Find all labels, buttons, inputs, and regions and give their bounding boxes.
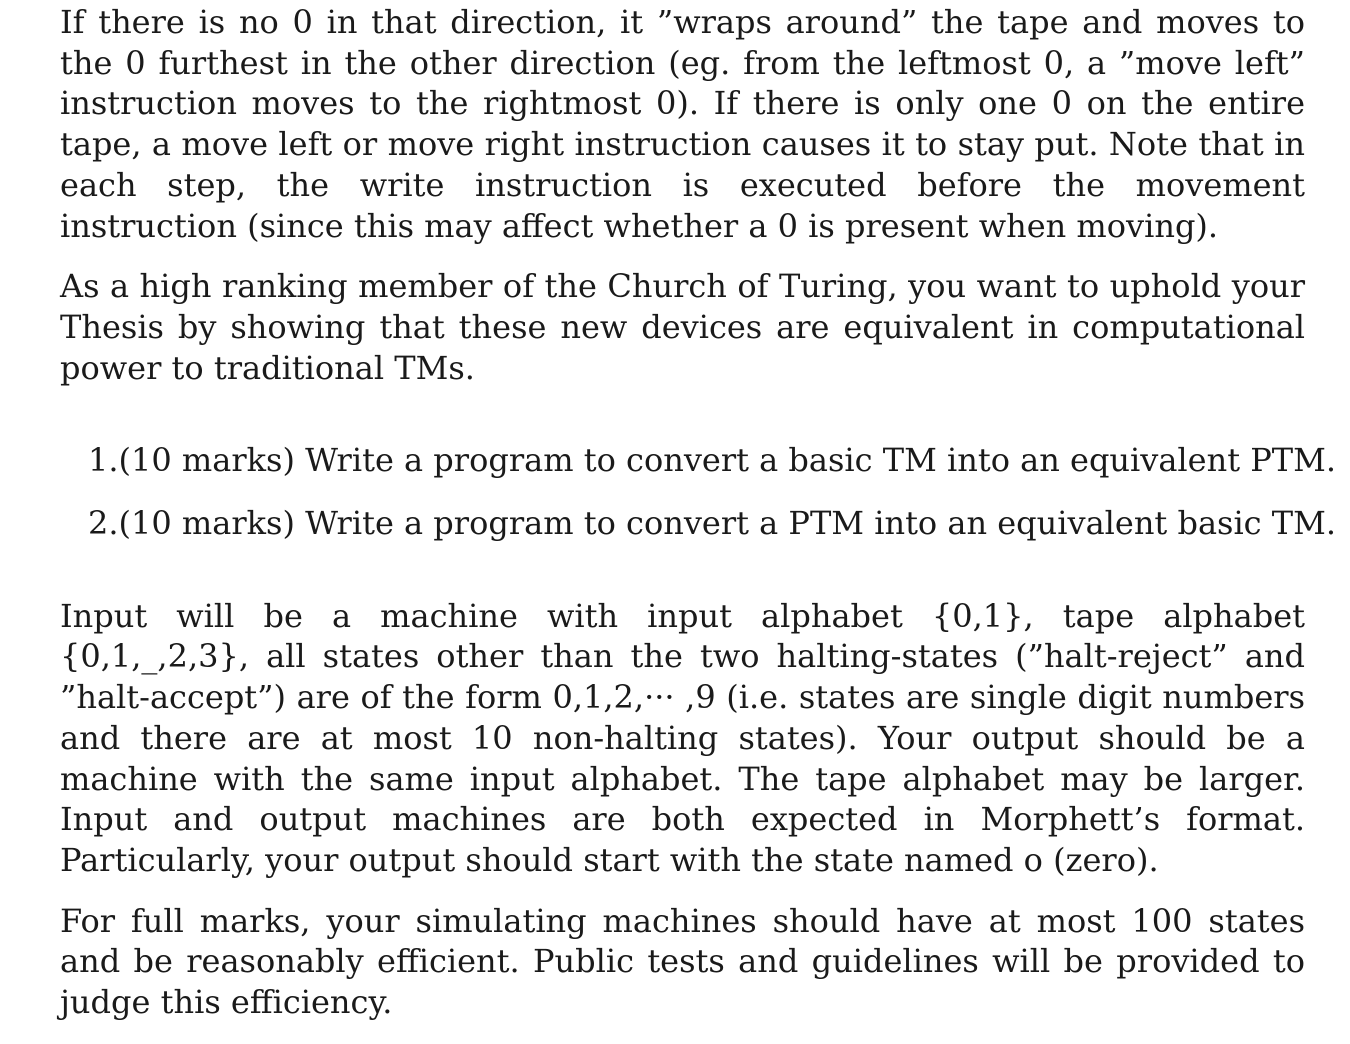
task-item-2	[60, 503, 1337, 544]
paragraph-wrap-around: If there is no 0 in that direction, it ”wraps around” the tape and moves to the 0 furthest in the other direction (eg. from the leftmost 0, a ”move left” instruction moves to the rightmost 0). If there is only one 0 on the entire tape, a move left or move right instruction causes it to stay put. Note that in each step, the write instruction is executed before the movement instruction (since this may affect whether a 0 is present when moving).	[60, 3, 1305, 245]
task-text: (10 marks) Write a program to convert a basic TM into an equivalent PTM.	[118, 441, 1337, 480]
task-number: 2.	[88, 504, 119, 543]
document-page	[60, 2, 1337, 1023]
task-text: (10 marks) Write a program to convert a PTM into an equivalent basic TM.	[118, 504, 1337, 543]
task-list	[60, 440, 1337, 543]
task-item-1	[60, 440, 1337, 481]
section-spacer	[60, 388, 1305, 440]
paragraph-church-of-turing: As a high ranking member of the Church of Turing, you want to uphold your Thesis by showing that these new devices are equivalent in computational power to traditional TMs.	[60, 267, 1305, 387]
task-number: 1.	[88, 441, 119, 480]
paragraph-input-format: Input will be a machine with input alphabet {0,1}, tape alphabet {0,1,_,2,3}, all states other than the two halting-states (”halt-reject” and ”halt-accept”) are of the form 0,1,2,··· ,9 (i.e. states are single digit numbers and there are at most 10 non-halting states). Your output should be a machine with the same input alphabet. The tape alphabet may be larger. Input and output machines are both expected in Morphett’s format. Particularly, your output should start with the state named o (zero).	[60, 596, 1305, 879]
section-spacer	[60, 566, 1305, 596]
paragraph-spacer	[60, 881, 1305, 901]
paragraph-full-marks: For full marks, your simulating machines should have at most 100 states and be reasonably efficient. Public tests and guidelines will be provided to judge this efficiency.	[60, 901, 1305, 1022]
paragraph-spacer	[60, 246, 1305, 266]
